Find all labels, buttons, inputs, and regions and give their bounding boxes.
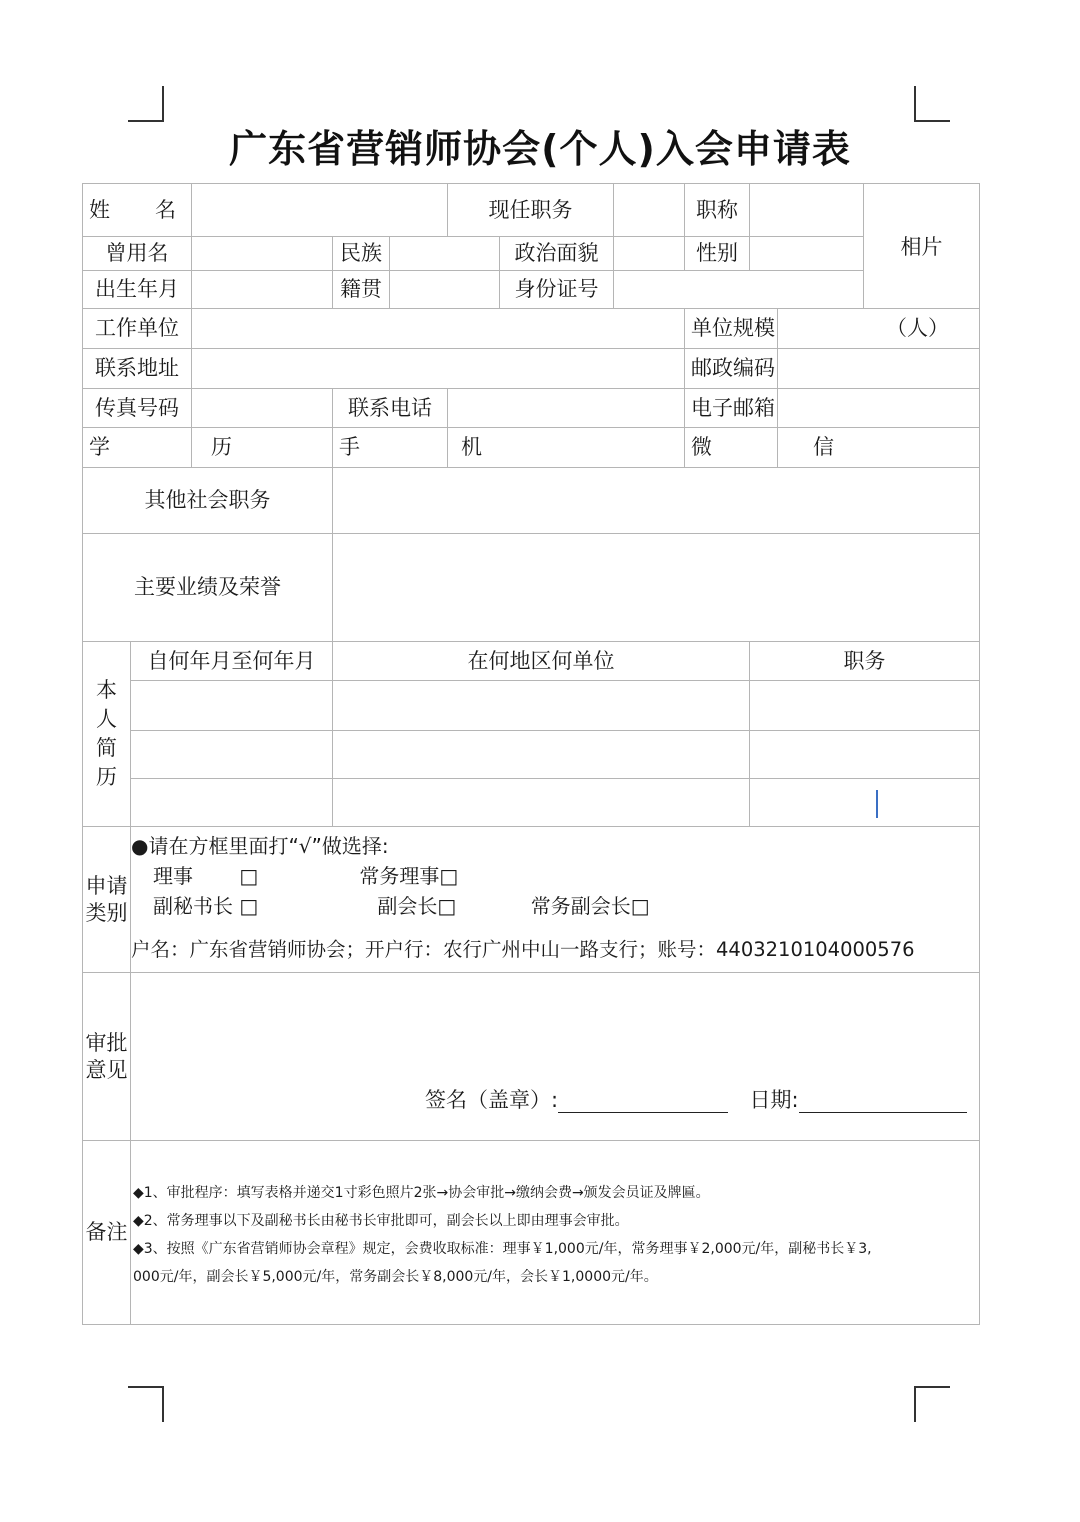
label-phone: 联系电话 (333, 389, 448, 428)
approval-side-label: 审批 意见 (83, 973, 131, 1141)
page-title: 广东省营销师协会(个人)入会申请表 (229, 127, 851, 171)
option-vice-president[interactable]: 副会长□ (377, 894, 457, 918)
field-birth-date[interactable] (192, 271, 333, 309)
date-field[interactable] (799, 1088, 967, 1113)
resume-position-cell[interactable] (750, 779, 980, 827)
label-birth-date: 出生年月 (83, 271, 192, 309)
application-form (82, 183, 980, 1325)
apply-options-row-2 (131, 891, 979, 921)
label-postcode: 邮政编码 (685, 349, 778, 389)
signature-label: 签名（盖章）: (425, 1088, 559, 1112)
label-professional-title: 职称 (685, 184, 750, 237)
resume-header-employer: 在何地区何单位 (333, 642, 750, 681)
field-postcode[interactable] (778, 349, 980, 389)
field-other-roles[interactable] (333, 468, 980, 534)
note-line: ◆3、按照《广东省营销师协会章程》规定，会费收取标准：理事￥1,000元/年，常务理事￥2,000元/年，副秘书长￥3, (133, 1241, 872, 1257)
field-achievements[interactable] (333, 534, 980, 642)
option-executive-director[interactable]: 常务理事□ (359, 864, 459, 888)
field-ethnicity[interactable] (390, 237, 500, 271)
resume-employer-cell[interactable] (333, 731, 750, 779)
field-political-status[interactable] (614, 237, 685, 271)
field-former-name[interactable] (192, 237, 333, 271)
option-director[interactable]: 理事 □ (153, 864, 259, 888)
note-line: 000元/年，副会长￥5,000元/年，常务副会长￥8,000元/年，会长￥1,0000元/年。 (133, 1269, 658, 1285)
field-company-scale[interactable] (778, 309, 980, 349)
option-executive-vice-president[interactable]: 常务副会长□ (530, 894, 650, 918)
crop-mark-top-right (914, 86, 950, 122)
apply-side-label: 申请 类别 (83, 827, 131, 973)
resume-header-position: 职务 (750, 642, 980, 681)
signature-field[interactable] (558, 1088, 728, 1113)
label-fax: 传真号码 (83, 389, 192, 428)
photo-label: 相片 (900, 235, 943, 259)
field-fax[interactable] (192, 389, 333, 428)
resume-employer-cell[interactable] (333, 681, 750, 731)
photo-box[interactable] (864, 184, 980, 309)
date-label: 日期: (749, 1088, 799, 1112)
label-address: 联系地址 (83, 349, 192, 389)
label-achievements: 主要业绩及荣誉 (83, 534, 333, 642)
resume-side-label: 本 人 简 历 (83, 642, 131, 827)
signature-line (425, 1087, 967, 1113)
resume-position-cell[interactable] (750, 681, 980, 731)
field-phone[interactable] (448, 389, 685, 428)
field-id-number[interactable] (614, 271, 864, 309)
field-address[interactable] (192, 349, 685, 389)
resume-period-cell[interactable] (131, 681, 333, 731)
crop-mark-bottom-left (128, 1386, 164, 1422)
bank-account-info: 户名：广东省营销师协会；开户行：农行广州中山一路支行；账号：4403210104000576 (131, 938, 915, 961)
field-email[interactable] (778, 389, 980, 428)
label-political-status: 政治面貌 (500, 237, 614, 271)
note-line: ◆1、审批程序：填写表格并递交1寸彩色照片2张→协会审批→缴纳会费→颁发会员证及牌匾。 (133, 1185, 710, 1201)
resume-period-cell[interactable] (131, 779, 333, 827)
apply-instruction: ●请在方框里面打“√”做选择: (131, 834, 389, 858)
field-professional-title[interactable] (750, 184, 864, 237)
resume-header-period: 自何年月至何年月 (131, 642, 333, 681)
apply-category-cell (131, 827, 980, 973)
table-row (83, 681, 980, 731)
field-current-position[interactable] (614, 184, 685, 237)
label-other-roles: 其他社会职务 (83, 468, 333, 534)
unit-people: （人） (886, 316, 950, 341)
resume-position-cell[interactable] (750, 731, 980, 779)
label-id-number: 身份证号 (500, 271, 614, 309)
label-email: 电子邮箱 (685, 389, 778, 428)
label-education: 学 历 (83, 428, 192, 468)
table-row (83, 779, 980, 827)
field-native-place[interactable] (390, 271, 500, 309)
note-line: ◆2、常务理事以下及副秘书长由秘书长审批即可，副会长以上即由理事会审批。 (133, 1213, 629, 1229)
field-gender[interactable] (750, 237, 864, 271)
label-former-name: 曾用名 (83, 237, 192, 271)
label-employer: 工作单位 (83, 309, 192, 349)
resume-employer-cell[interactable] (333, 779, 750, 827)
text-cursor (876, 790, 878, 818)
apply-options-row-1 (131, 861, 979, 891)
label-native-place: 籍贯 (333, 271, 390, 309)
label-current-position: 现任职务 (448, 184, 614, 237)
field-name[interactable] (192, 184, 448, 237)
label-mobile: 手 机 (333, 428, 448, 468)
notes-cell (131, 1141, 980, 1325)
label-company-scale: 单位规模 (685, 309, 778, 349)
label-gender: 性别 (685, 237, 750, 271)
crop-mark-bottom-right (914, 1386, 950, 1422)
approval-cell[interactable] (131, 973, 980, 1141)
crop-mark-top-left (128, 86, 164, 122)
field-employer[interactable] (192, 309, 685, 349)
option-deputy-secretary-general[interactable]: 副秘书长 □ (153, 894, 259, 918)
label-name: 姓 名 (83, 184, 192, 237)
table-row (83, 731, 980, 779)
resume-period-cell[interactable] (131, 731, 333, 779)
label-wechat: 微 信 (685, 428, 778, 468)
label-ethnicity: 民族 (333, 237, 390, 271)
notes-side-label: 备注 (83, 1141, 131, 1325)
